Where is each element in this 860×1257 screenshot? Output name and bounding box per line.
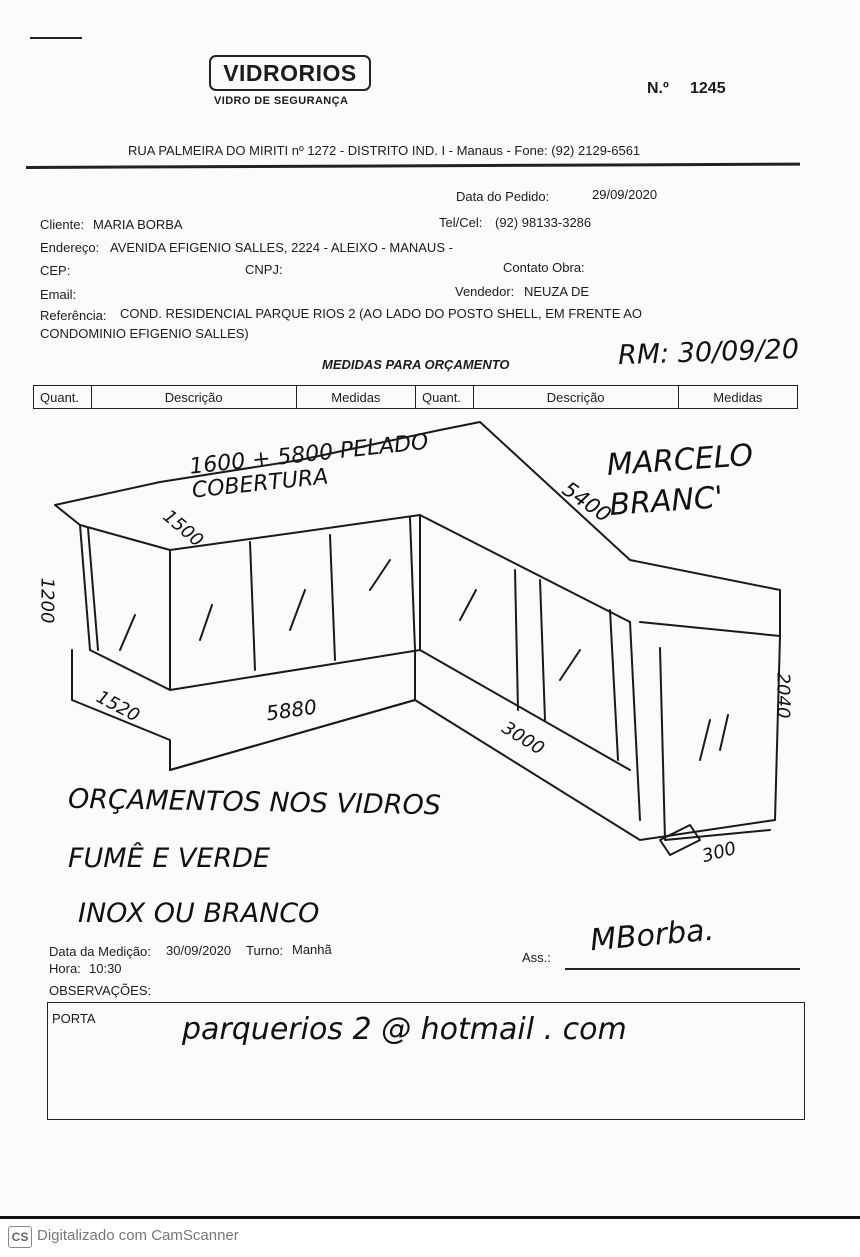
- column-header: Descrição: [473, 386, 678, 409]
- signature-line: [565, 968, 800, 970]
- sketch-vertical-edges: [170, 515, 780, 820]
- pen-mark: [30, 37, 82, 39]
- dimension-label: 1200: [36, 577, 58, 624]
- handwritten-email: parquerios 2 @ hotmail . com: [182, 1012, 627, 1047]
- observations-value: PORTA: [52, 1011, 96, 1026]
- column-header: Quant.: [34, 386, 92, 409]
- sketch-right-base: [170, 700, 775, 840]
- camscanner-watermark: Digitalizado com CamScanner: [37, 1227, 239, 1244]
- cep-label: CEP:: [40, 263, 71, 278]
- phone-value: (92) 98133-3286: [495, 215, 592, 230]
- dimension-label: 2040: [772, 672, 794, 719]
- sketch-door-frame: [660, 648, 770, 840]
- handwritten-top-note: 1600 + 5800 PELADO COBERTURA: [188, 429, 430, 504]
- reference-line-2: CONDOMINIO EFIGENIO SALLES): [40, 326, 249, 341]
- order-date: 29/09/2020: [592, 187, 658, 202]
- signature-label: Ass.:: [522, 950, 551, 965]
- sketch-glass-bottom: [80, 525, 630, 770]
- document-number-label: N.º: [647, 80, 669, 97]
- column-header: Medidas: [296, 386, 415, 409]
- column-header: Descrição: [91, 386, 296, 409]
- contact-label: Contato Obra:: [503, 260, 585, 275]
- cnpj-label: CNPJ:: [245, 262, 283, 277]
- turno-label: Turno:: [246, 943, 284, 958]
- dimension-label: 3000: [497, 717, 548, 760]
- dimension-label: 5880: [264, 694, 319, 726]
- seller-value: NEUZA DE: [524, 284, 590, 299]
- medicao-label: Data da Medição:: [49, 944, 151, 959]
- document-number: 1245: [690, 80, 726, 97]
- handwritten-note-line-1: ORÇAMENTOS NOS VIDROS: [67, 783, 442, 822]
- client-label: Cliente:: [40, 217, 85, 232]
- camscanner-logo: CS: [8, 1226, 32, 1248]
- reference-line-1: COND. RESIDENCIAL PARQUE RIOS 2 (AO LADO DO POSTO SHELL, EM FRENTE AO: [120, 306, 643, 321]
- sketch-front-edge: [55, 505, 630, 622]
- scan-border: [0, 1216, 860, 1219]
- company-address: RUA PALMEIRA DO MIRITI nº 1272 - DISTRITO IND. I - Manaus - Fone: (92) 2129-6561: [128, 143, 641, 158]
- address-label: Endereço:: [40, 240, 100, 255]
- company-tagline: VIDRO DE SEGURANÇA: [214, 95, 349, 107]
- handwritten-color-note: MARCELO BRANC': [605, 437, 755, 523]
- hora-label: Hora:: [49, 961, 81, 976]
- client-name: MARIA BORBA: [93, 217, 183, 232]
- handwritten-note-line-2: FUMÊ E VERDE: [68, 843, 271, 874]
- sketch-top-outline: [55, 422, 780, 636]
- dimension-label: 1520: [92, 686, 144, 727]
- hora-value: 10:30: [89, 961, 122, 976]
- dimension-label: 1500: [158, 505, 208, 552]
- column-header: Quant.: [415, 386, 473, 409]
- handwritten-note-line-3: INOX OU BRANCO: [78, 898, 320, 929]
- dimension-label: 5400: [557, 476, 616, 528]
- reference-label: Referência:: [40, 308, 107, 323]
- measurements-title: MEDIDAS PARA ORÇAMENTO: [322, 357, 510, 372]
- observacoes-label: OBSERVAÇÕES:: [49, 983, 152, 998]
- handwritten-signature: MBorba.: [588, 912, 716, 959]
- email-label: Email:: [40, 287, 77, 302]
- order-date-label: Data do Pedido:: [456, 189, 550, 204]
- medicao-date: 30/09/2020: [166, 943, 232, 958]
- seller-label: Vendedor:: [455, 284, 515, 299]
- sketch-glass-hatching: [120, 560, 728, 760]
- phone-label: Tel/Cel:: [439, 215, 483, 230]
- handwritten-return-date: RM: 30/09/20: [617, 333, 800, 372]
- turno-value: Manhã: [292, 942, 332, 957]
- dimension-label: 300: [699, 837, 739, 868]
- address-value: AVENIDA EFIGENIO SALLES, 2224 - ALEIXO - MANAUS -: [110, 240, 453, 255]
- company-logo: VIDRORIOS: [209, 55, 371, 91]
- column-header: Medidas: [678, 386, 797, 409]
